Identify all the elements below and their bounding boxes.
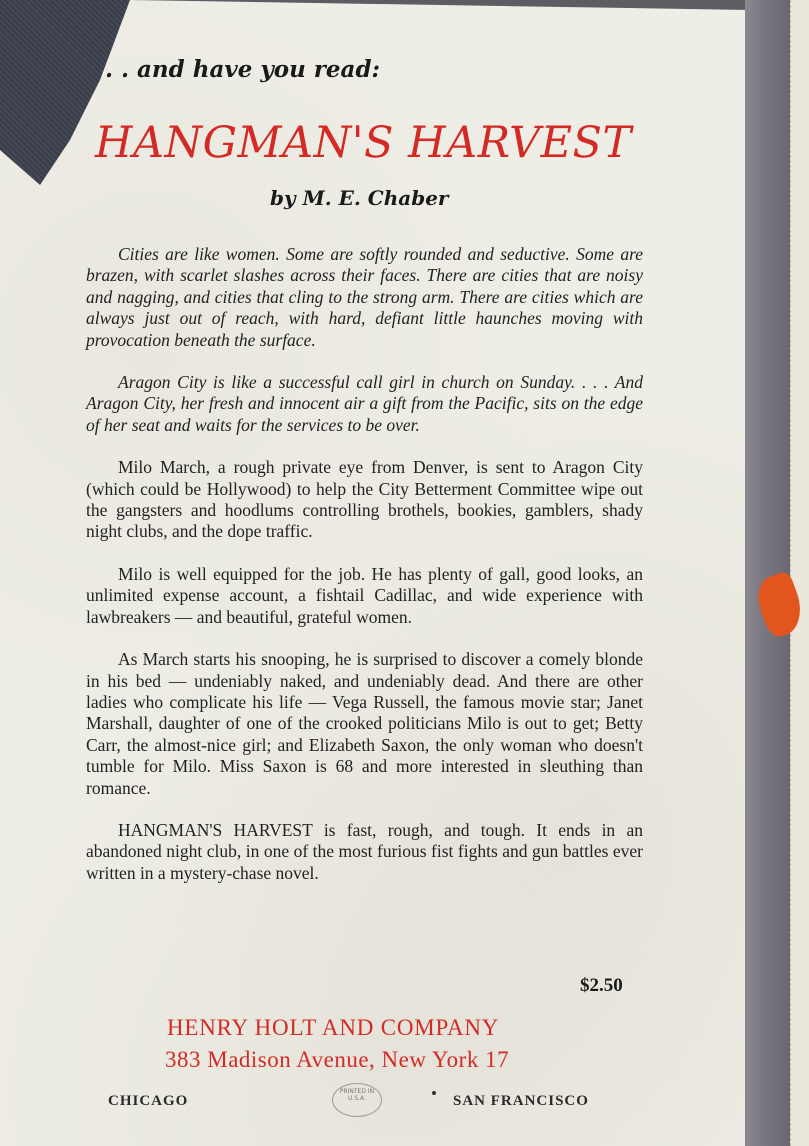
author-byline: by M. E. Chaber — [270, 186, 449, 210]
blurb-paragraph: HANGMAN'S HARVEST is fast, rough, and tough. It ends in an abandoned night club, in one of the most furious fist fights and gun battles ever written in a mystery-chase novel. — [86, 819, 643, 883]
publisher-address: 383 Madison Avenue, New York 17 — [165, 1047, 510, 1072]
publisher-name: HENRY HOLT AND COMPANY — [167, 1015, 500, 1040]
intro-line: . . and have you read: — [105, 56, 381, 83]
printed-stamp: PRINTED IN U.S.A. — [332, 1083, 382, 1117]
spine-edge — [790, 0, 809, 1146]
blurb-paragraph: Milo March, a rough private eye from Denver, is sent to Aragon City (which could be Hollywood) to help the City Betterment Committee wipe out the gangsters and hoodlums controlling brothels, bookies, gamblers, shady night clubs, and the dope traffic. — [86, 457, 643, 542]
city-san-francisco: SAN FRANCISCO — [453, 1093, 589, 1109]
blurb-paragraph: As March starts his snooping, he is surprised to discover a comely blonde in his bed — undeniably naked, and undeniably dead. And there are other ladies who complicate his life — Vega Russell, the famous movie star; Janet Marshall, daughter of one of the crooked politicians Milo is out to get; Betty Carr, the almost-nice girl; and Elizabeth Saxon, the only woman who doesn't tumble for Milo. Miss Saxon is 68 and more interested in sleuthing than romance. — [86, 649, 643, 798]
separator-dot — [432, 1091, 436, 1095]
blurb-paragraph: Milo is well equipped for the job. He has plenty of gall, good looks, an unlimited expense account, a fishtail Cadillac, and wide experience with lawbreakers — and beautiful, grateful women. — [86, 563, 643, 627]
blurb-paragraph: Aragon City is like a successful call girl in church on Sunday. . . . And Aragon City, her fresh and innocent air a gift from the Pacific, sits on the edge of her seat and waits for the services to be over. — [86, 372, 643, 435]
blurb — [86, 244, 643, 905]
price: $2.50 — [580, 975, 623, 996]
blurb-paragraph: Cities are like women. Some are softly rounded and seductive. Some are brazen, with scarlet slashes across their faces. There are cities that are noisy and nagging, and cities that cling to the strong arm. There are cities which are always just out of reach, with hard, defiant little haunches moving with provocation beneath the surface. — [86, 244, 643, 350]
city-chicago: CHICAGO — [108, 1093, 189, 1109]
book-title: HANGMAN'S HARVEST — [95, 118, 632, 168]
